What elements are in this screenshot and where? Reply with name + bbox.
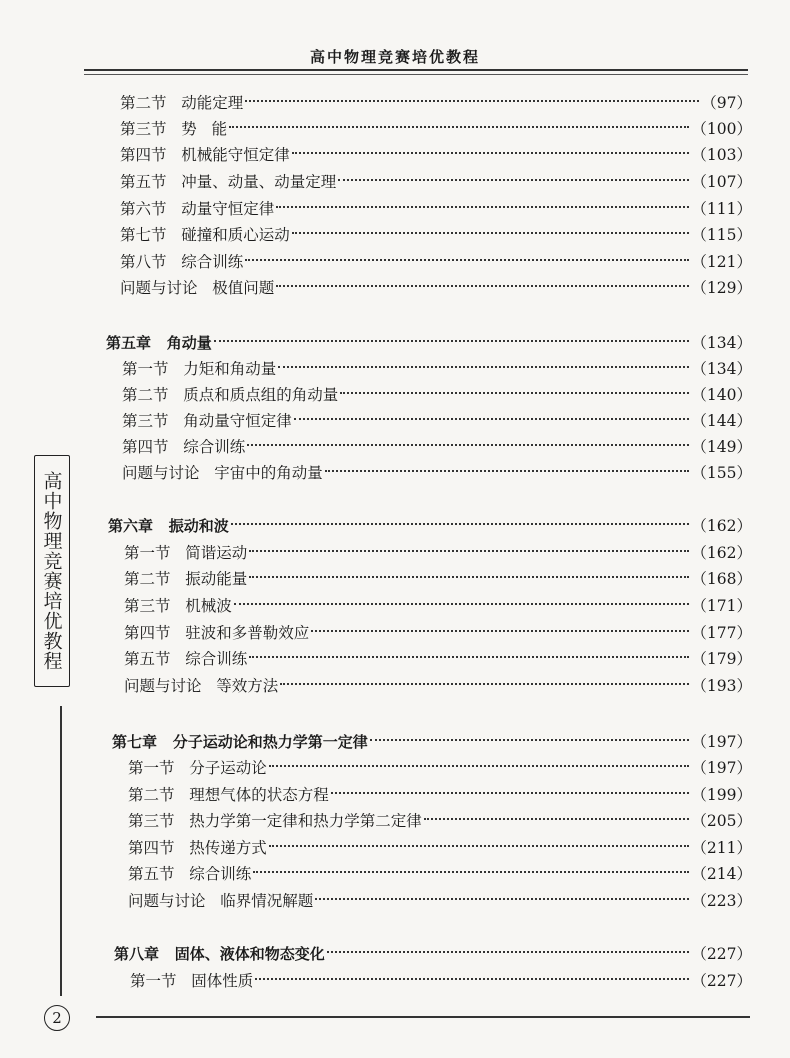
toc-leader-dots <box>249 656 689 658</box>
toc-entry-page: （162） <box>691 544 752 562</box>
toc-section-entry <box>128 783 752 807</box>
header-rule-thin <box>84 74 748 75</box>
toc-entry-gap <box>157 730 173 754</box>
toc-entry-title: 角动量守恒定律 <box>183 412 292 430</box>
toc-leader-dots <box>229 126 689 128</box>
toc-entry-page: （97） <box>701 94 752 112</box>
toc-entry-title: 宇宙中的角动量 <box>214 464 323 482</box>
toc-entry-label: 问题与讨论 <box>128 892 206 910</box>
toc-leader-dots <box>276 206 689 208</box>
toc-entry-gap <box>175 836 190 860</box>
toc-leader-dots <box>292 232 690 234</box>
toc-section-entry <box>120 143 752 167</box>
toc-entry-page: （199） <box>691 786 752 804</box>
side-book-title: 高中物理竞赛培优教程 <box>40 471 63 671</box>
toc-entry-label: 第二节 <box>122 386 169 404</box>
toc-entry-title: 固体性质 <box>191 972 254 990</box>
toc-entry-label: 第八节 <box>120 253 167 271</box>
toc-entry-title: 碰撞和质心运动 <box>181 226 290 244</box>
toc-entry-page: （197） <box>691 733 752 751</box>
toc-entry-page: （129） <box>691 279 752 297</box>
toc-entry-page: （168） <box>691 570 752 588</box>
toc-entry-title: 临界情况解题 <box>220 892 314 910</box>
toc-section-entry <box>122 383 752 407</box>
toc-entry-gap <box>169 357 184 381</box>
toc-entry-label: 第七节 <box>120 226 167 244</box>
toc-entry-page: （162） <box>691 517 752 535</box>
toc-entry-title: 角动量 <box>166 334 212 352</box>
toc-section-entry <box>128 889 752 913</box>
toc-entry-label: 第三节 <box>124 597 171 615</box>
toc-section-entry <box>124 621 752 645</box>
toc-entry-gap <box>159 942 175 966</box>
toc-entry-label: 第六章 <box>108 517 154 535</box>
toc-entry-page: （111） <box>691 200 752 218</box>
toc-entry-title: 振动能量 <box>185 570 248 588</box>
toc-leader-dots <box>269 845 690 847</box>
side-title-box <box>34 455 70 687</box>
toc-entry-page: （211） <box>691 839 752 857</box>
toc-entry-page: （100） <box>691 120 752 138</box>
toc-entry-page: （155） <box>691 464 752 482</box>
toc-entry-gap <box>167 117 182 141</box>
toc-leader-dots <box>214 340 690 342</box>
toc-entry-title: 简谐运动 <box>185 544 248 562</box>
toc-entry-label: 第二节 <box>128 786 175 804</box>
toc-leader-dots <box>247 444 689 446</box>
toc-entry-page: （197） <box>691 759 752 777</box>
toc-leader-dots <box>234 603 690 605</box>
toc-leader-dots <box>249 576 689 578</box>
toc-leader-dots <box>424 818 690 820</box>
toc-entry-gap <box>198 276 213 300</box>
toc-entry-page: （179） <box>691 650 752 668</box>
toc-leader-dots <box>292 152 690 154</box>
toc-entry-page: （134） <box>691 360 752 378</box>
toc-entry-gap <box>169 383 184 407</box>
toc-entry-title: 驻波和多普勒效应 <box>185 624 310 642</box>
toc-entry-label: 第五章 <box>106 334 152 352</box>
toc-entry-label: 第一节 <box>124 544 171 562</box>
toc-leader-dots <box>315 898 689 900</box>
toc-entry-page: （149） <box>691 438 752 456</box>
toc-entry-label: 第三节 <box>120 120 167 138</box>
toc-entry-gap <box>167 91 182 115</box>
toc-entry-label: 第一节 <box>130 972 177 990</box>
toc-entry-title: 分子运动论 <box>189 759 267 777</box>
toc-section-entry <box>120 170 752 194</box>
toc-entry-gap <box>206 889 221 913</box>
toc-entry-label: 问题与讨论 <box>122 464 200 482</box>
toc-entry-title: 振动和波 <box>168 517 229 535</box>
toc-section-entry <box>128 756 752 780</box>
toc-section-entry <box>124 674 752 698</box>
toc-entry-title: 综合训练 <box>189 865 252 883</box>
toc-entry-label: 第四节 <box>122 438 169 456</box>
toc-entry-page: （223） <box>691 892 752 910</box>
toc-entry-title: 理想气体的状态方程 <box>189 786 329 804</box>
toc-chapter-entry <box>114 942 752 966</box>
toc-leader-dots <box>255 978 689 980</box>
page-number: 2 <box>44 1005 70 1031</box>
toc-leader-dots <box>249 550 689 552</box>
toc-entry-label: 第二节 <box>124 570 171 588</box>
toc-section-entry <box>124 594 752 618</box>
toc-entry-page: （134） <box>691 334 752 352</box>
toc-leader-dots <box>327 951 690 953</box>
toc-section-entry <box>120 91 752 115</box>
toc-entry-gap <box>175 756 190 780</box>
page-header-title: 高中物理竞赛培优教程 <box>309 48 480 66</box>
toc-leader-dots <box>331 792 690 794</box>
toc-entry-page: （103） <box>691 146 752 164</box>
toc-entry-label: 第一节 <box>128 759 175 777</box>
toc-section-entry <box>122 461 752 485</box>
toc-entry-label: 问题与讨论 <box>124 677 202 695</box>
toc-entry-gap <box>175 783 190 807</box>
toc-section-entry <box>120 276 752 300</box>
toc-entry-page: （171） <box>691 597 752 615</box>
toc-entry-gap <box>171 567 186 591</box>
toc-section-entry <box>130 969 752 993</box>
toc-entry-title: 热力学第一定律和热力学第二定律 <box>189 812 422 830</box>
toc-entry-title: 机械波 <box>185 597 232 615</box>
toc-entry-gap <box>151 331 167 355</box>
header-rule-thick <box>84 69 748 71</box>
toc-entry-title: 机械能守恒定律 <box>181 146 290 164</box>
toc-entry-label: 第一节 <box>122 360 169 378</box>
toc-entry-label: 第五节 <box>120 173 167 191</box>
toc-entry-title: 分子运动论和热力学第一定律 <box>172 733 368 751</box>
toc-entry-title: 势 能 <box>181 120 228 138</box>
toc-section-entry <box>128 836 752 860</box>
toc-leader-dots <box>340 392 689 394</box>
toc-entry-label: 第二节 <box>120 94 167 112</box>
toc-entry-title: 等效方法 <box>216 677 279 695</box>
toc-entry-title: 质点和质点组的角动量 <box>183 386 339 404</box>
toc-section-entry <box>120 250 752 274</box>
toc-entry-gap <box>167 250 182 274</box>
toc-entry-label: 第三节 <box>128 812 175 830</box>
toc-section-entry <box>124 541 752 565</box>
toc-leader-dots <box>245 259 689 261</box>
toc-entry-gap <box>167 143 182 167</box>
toc-entry-label: 第三节 <box>122 412 169 430</box>
toc-entry-gap <box>171 541 186 565</box>
side-vertical-rule <box>60 706 62 996</box>
toc-leader-dots <box>325 470 690 472</box>
toc-entry-page: （121） <box>691 253 752 271</box>
toc-leader-dots <box>245 100 699 102</box>
toc-leader-dots <box>231 523 690 525</box>
toc-entry-gap <box>202 674 217 698</box>
toc-entry-label: 第四节 <box>128 839 175 857</box>
toc-entry-title: 极值问题 <box>212 279 275 297</box>
toc-entry-gap <box>167 223 182 247</box>
toc-entry-gap <box>169 435 184 459</box>
toc-leader-dots <box>269 765 690 767</box>
toc-entry-label: 第八章 <box>114 945 160 963</box>
toc-section-entry <box>124 567 752 591</box>
toc-entry-page: （177） <box>691 624 752 642</box>
toc-leader-dots <box>311 630 689 632</box>
toc-section-entry <box>128 862 752 886</box>
toc-leader-dots <box>253 871 689 873</box>
toc-leader-dots <box>278 366 689 368</box>
toc-entry-title: 力矩和角动量 <box>183 360 277 378</box>
toc-chapter-entry <box>108 514 752 538</box>
toc-section-entry <box>122 409 752 433</box>
footer-rule <box>96 1016 750 1018</box>
toc-entry-label: 第四节 <box>124 624 171 642</box>
toc-entry-label: 第六节 <box>120 200 167 218</box>
toc-entry-gap <box>171 621 186 645</box>
toc-entry-title: 固体、液体和物态变化 <box>174 945 325 963</box>
toc-entry-page: （205） <box>691 812 752 830</box>
toc-leader-dots <box>294 418 690 420</box>
toc-chapter-entry <box>112 730 752 754</box>
toc-entry-gap <box>171 594 186 618</box>
toc-entry-title: 动量守恒定律 <box>181 200 275 218</box>
toc-entry-gap <box>153 514 169 538</box>
toc-entry-page: （115） <box>691 226 752 244</box>
toc-entry-gap <box>175 809 190 833</box>
toc-entry-title: 综合训练 <box>181 253 244 271</box>
toc-leader-dots <box>280 683 689 685</box>
toc-chapter-entry <box>106 331 752 355</box>
toc-entry-gap <box>169 409 184 433</box>
toc-entry-page: （140） <box>691 386 752 404</box>
toc-entry-label: 第七章 <box>112 733 158 751</box>
toc-entry-label: 问题与讨论 <box>120 279 198 297</box>
toc-entry-page: （227） <box>691 972 752 990</box>
toc-section-entry <box>128 809 752 833</box>
toc-leader-dots <box>338 179 689 181</box>
toc-entry-gap <box>177 969 192 993</box>
toc-entry-title: 综合训练 <box>185 650 248 668</box>
toc-section-entry <box>124 647 752 671</box>
toc-entry-gap <box>175 862 190 886</box>
toc-entry-title: 动能定理 <box>181 94 244 112</box>
toc-entry-title: 热传递方式 <box>189 839 267 857</box>
toc-entry-label: 第五节 <box>128 865 175 883</box>
toc-entry-title: 综合训练 <box>183 438 246 456</box>
toc-section-entry <box>120 117 752 141</box>
toc-entry-page: （214） <box>691 865 752 883</box>
toc-section-entry <box>122 357 752 381</box>
toc-entry-label: 第五节 <box>124 650 171 668</box>
toc-entry-gap <box>167 170 182 194</box>
toc-entry-label: 第四节 <box>120 146 167 164</box>
toc-section-entry <box>120 223 752 247</box>
toc-section-entry <box>120 197 752 221</box>
toc-section-entry <box>122 435 752 459</box>
toc-entry-page: （227） <box>691 945 752 963</box>
toc-entry-page: （144） <box>691 412 752 430</box>
toc-leader-dots <box>276 285 689 287</box>
toc-entry-gap <box>200 461 215 485</box>
toc-entry-gap <box>167 197 182 221</box>
toc-leader-dots <box>370 739 690 741</box>
toc-entry-page: （193） <box>691 677 752 695</box>
toc-entry-title: 冲量、动量、动量定理 <box>181 173 337 191</box>
toc-entry-page: （107） <box>691 173 752 191</box>
toc-entry-gap <box>171 647 186 671</box>
